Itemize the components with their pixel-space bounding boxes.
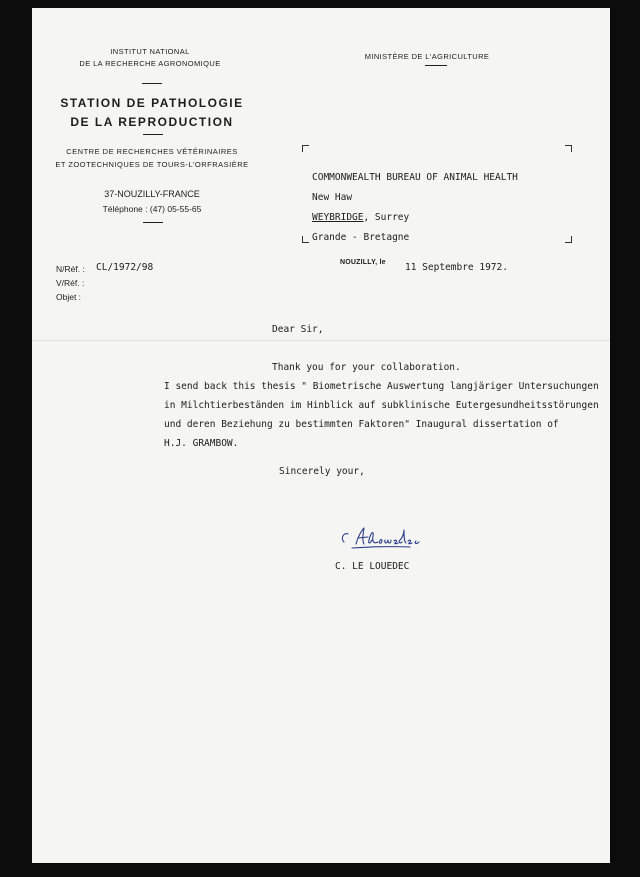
- institute-subtitle: DE LA RECHERCHE AGRONOMIQUE: [79, 59, 221, 68]
- window-corner-bottom-right: [565, 236, 572, 243]
- reference-labels: [56, 262, 85, 304]
- date-place: NOUZILLY, le: [340, 259, 386, 266]
- recipient-city: WEYBRIDGE: [312, 212, 364, 223]
- window-corner-top-left: [302, 145, 309, 152]
- our-reference-value: CL/1972/98: [96, 262, 154, 273]
- paper-fold: [32, 340, 610, 341]
- recipient-country: Grande - Bretagne: [312, 232, 410, 243]
- date-value: 11 Septembre 1972.: [405, 262, 508, 273]
- centre-line1: CENTRE DE RECHERCHES VÉTÉRINAIRES: [66, 147, 238, 156]
- centre-line2: ET ZOOTECHNIQUES DE TOURS-L'ORFRASIÈRE: [55, 160, 249, 169]
- ministry-header: MINISTÈRE DE L'AGRICULTURE: [364, 52, 490, 61]
- sender-telephone: Téléphone : (47) 05-55-65: [102, 204, 202, 214]
- body-line-4: und deren Beziehung zu bestimmten Faktoren" Inaugural dissertation of: [164, 419, 559, 430]
- sender-address: [45, 187, 259, 217]
- header-divider: [142, 83, 162, 84]
- ministry-divider: [425, 65, 447, 66]
- letter-page: [32, 8, 610, 863]
- our-reference-label: N/Réf. :: [56, 264, 85, 274]
- recipient-city-line: [312, 208, 518, 228]
- body-line-3: in Milchtierbeständen im Hinblick auf subklinische Eutergesundheitsstörungen: [164, 400, 599, 411]
- your-reference-label: V/Réf. :: [56, 278, 85, 288]
- greeting: Dear Sir,: [272, 324, 324, 335]
- body-line-1: Thank you for your collaboration.: [272, 362, 461, 373]
- sender-town: 37-NOUZILLY-FRANCE: [104, 189, 200, 199]
- closing: Sincerely your,: [279, 466, 365, 477]
- window-corner-bottom-left: [302, 236, 309, 243]
- body-line-5: H.J. GRAMBOW.: [164, 438, 239, 449]
- window-corner-top-right: [565, 145, 572, 152]
- recipient-address: [312, 168, 518, 248]
- station-divider: [143, 134, 163, 135]
- station-title-line1: STATION DE PATHOLOGIE: [60, 96, 244, 110]
- recipient-county: , Surrey: [363, 212, 410, 223]
- subject-label: Objet :: [56, 292, 82, 302]
- recipient-locality: New Haw: [312, 192, 353, 203]
- institute-header: [45, 46, 255, 70]
- station-title: [40, 94, 264, 132]
- institute-name: INSTITUT NATIONAL: [110, 47, 190, 56]
- signer-name: C. LE LOUEDEC: [335, 561, 410, 572]
- recipient-organisation: COMMONWEALTH BUREAU OF ANIMAL HEALTH: [312, 172, 518, 183]
- centre-name: [45, 145, 259, 171]
- body-line-2: I send back this thesis " Biometrische Auswertung langjäriger Untersuchungen: [164, 381, 599, 392]
- address-divider: [143, 222, 163, 223]
- handwritten-signature: [338, 522, 428, 552]
- station-title-line2: DE LA REPRODUCTION: [70, 115, 234, 129]
